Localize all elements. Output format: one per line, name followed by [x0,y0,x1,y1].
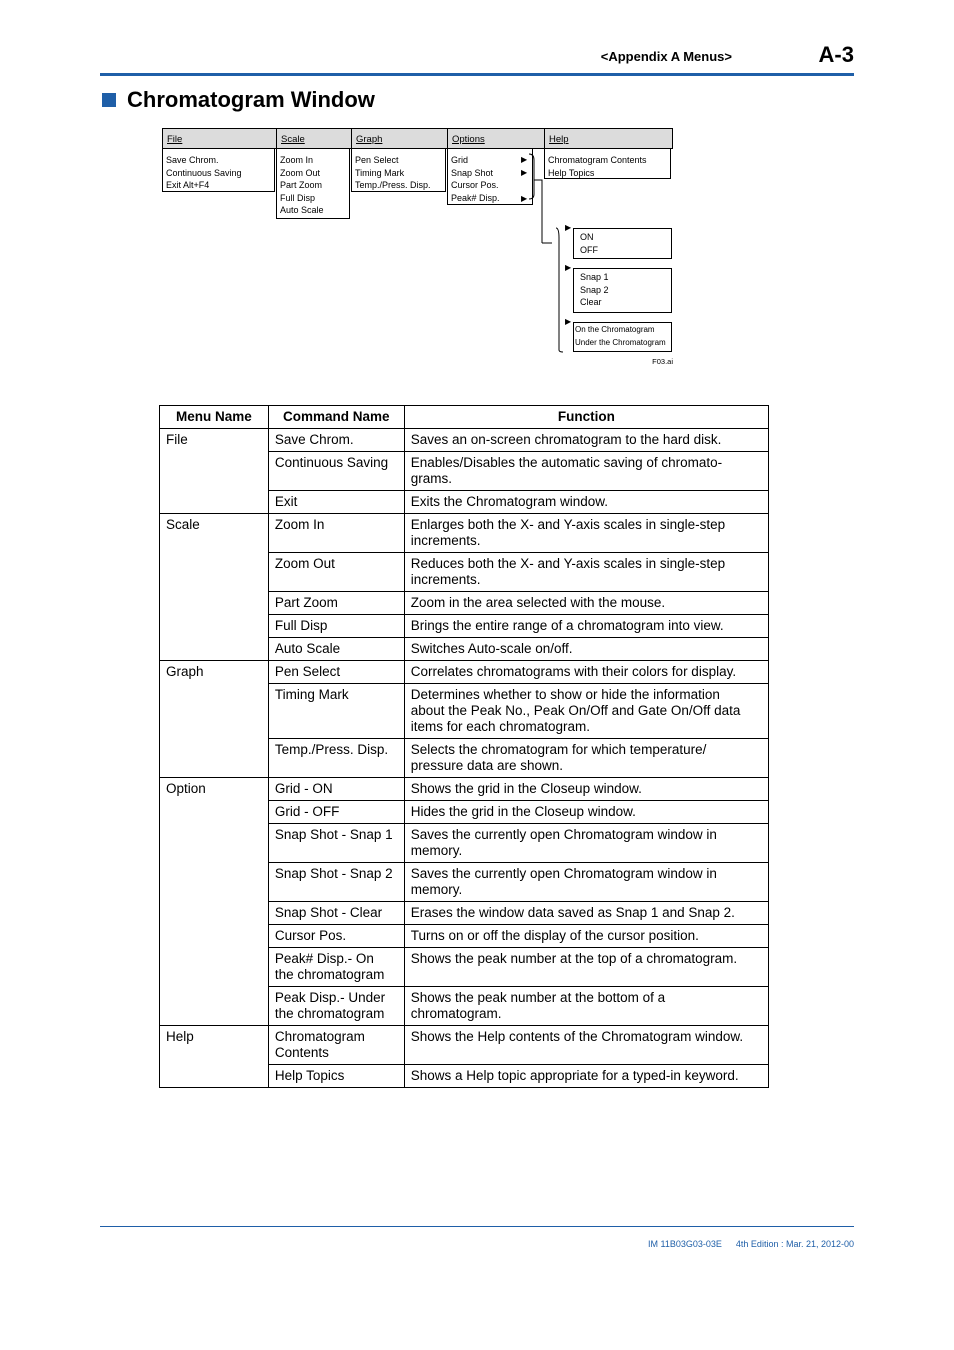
menu-item: Part Zoom [280,180,323,190]
table-row [160,824,769,863]
menu-item: Snap Shot [451,167,494,178]
table-row [160,778,769,801]
menu-name-cell [160,553,269,592]
menu-name-cell: Scale [160,514,269,553]
snapshot-submenu [573,268,672,313]
figure-id: F03.ai [652,357,673,366]
menu-header-options: Options [447,128,545,149]
menu-item: Save Chrom. [166,155,219,165]
command-name-cell: Timing Mark [268,684,404,739]
table-row [160,491,769,514]
footer-rule [100,1226,854,1227]
submenu-arrow-icon: ▶ [521,168,528,177]
menu-name-cell [160,987,269,1026]
menu-item: Full Disp [280,192,316,203]
menu-name-cell [160,948,269,987]
menu-name-cell [160,801,269,824]
menu-item: Cursor Pos. [451,180,499,190]
function-cell: Reduces both the X- and Y-axis scales in single-step increments. [404,553,768,592]
table-row [160,948,769,987]
graph-menu-items [351,148,446,192]
function-cell: Saves the currently open Chromatogram window in memory. [404,824,768,863]
menu-name-cell: File [160,429,269,452]
menu-name-cell: Option [160,778,269,801]
table-row [160,661,769,684]
function-cell: Shows the peak number at the top of a chromatogram. [404,948,768,987]
menu-name-cell [160,739,269,778]
command-name-cell: Chromatogram Contents [268,1026,404,1065]
menu-name-cell [160,863,269,902]
edition: 4th Edition : Mar. 21, 2012-00 [735,1239,854,1249]
table-row [160,553,769,592]
column-header: Command Name [268,406,404,429]
command-name-cell: Help Topics [268,1065,404,1088]
table-row [160,638,769,661]
menu-header-graph: Graph [351,128,448,149]
command-name-cell: Continuous Saving [268,452,404,491]
command-name-cell: Grid - OFF [268,801,404,824]
menu-item: Pen Select [355,155,399,165]
table-row [160,592,769,615]
grid-submenu [573,228,672,259]
menu-item: OFF [580,244,598,255]
menu-item: Snap 1 [580,272,609,282]
function-cell: Shows the Help contents of the Chromatogram window. [404,1026,768,1065]
page-number: A-3 [818,42,854,67]
column-header: Menu Name [160,406,269,429]
menu-item: Exit Alt+F4 [166,180,210,190]
table-row [160,452,769,491]
function-cell: Turns on or off the display of the cursor position. [404,925,768,948]
peak-disp-submenu [573,322,672,352]
command-name-cell: Temp./Press. Disp. [268,739,404,778]
menu-item: Zoom Out [280,167,321,178]
command-name-cell: Snap Shot - Snap 2 [268,863,404,902]
command-table [159,405,769,1088]
column-header: Function [404,406,768,429]
section-title: Chromatogram Window [127,87,375,112]
running-header: <Appendix A Menus> [600,49,732,64]
submenu-arrow-icon: ▶ [565,263,572,272]
submenu-arrow-icon: ▶ [521,155,528,164]
function-cell: Brings the entire range of a chromatogram into view. [404,615,768,638]
menu-item: Zoom In [280,155,314,165]
doc-id: IM 11B03G03-03E [648,1239,722,1249]
function-cell: Hides the grid in the Closeup window. [404,801,768,824]
command-name-cell: Zoom In [268,514,404,553]
function-cell: Correlates chromatograms with their colors for display. [404,661,768,684]
command-name-cell: Peak# Disp.- On the chromatogram [268,948,404,987]
menu-header-file: File [162,128,277,149]
function-cell: Enables/Disables the automatic saving of chromato- grams. [404,452,768,491]
menu-item: On the Chromatogram [575,325,655,334]
menu-item: ON [580,232,594,242]
command-name-cell: Peak Disp.- Under the chromatogram [268,987,404,1026]
menu-name-cell: Graph [160,661,269,684]
submenu-arrow-icon: ▶ [565,223,572,232]
command-name-cell: Snap Shot - Snap 1 [268,824,404,863]
table-row [160,801,769,824]
function-cell: Exits the Chromatogram window. [404,491,768,514]
menu-name-cell [160,824,269,863]
table-row [160,1065,769,1088]
header-rule [100,73,854,76]
command-name-cell: Exit [268,491,404,514]
submenu-arrow-icon: ▶ [521,194,528,203]
menu-item: Continuous Saving [166,167,242,178]
command-name-cell: Zoom Out [268,553,404,592]
table-row [160,1026,769,1065]
table-row [160,615,769,638]
menu-name-cell [160,902,269,925]
function-cell: Determines whether to show or hide the information about the Peak No., Peak On/Off and Gate On/Off data items for each chromatogram. [404,684,768,739]
menu-name-cell [160,925,269,948]
function-cell: Selects the chromatogram for which temperature/ pressure data are shown. [404,739,768,778]
table-row [160,684,769,739]
menu-item: Auto Scale [280,205,324,215]
menu-item: Help Topics [548,167,595,178]
function-cell: Zoom in the area selected with the mouse. [404,592,768,615]
command-name-cell: Full Disp [268,615,404,638]
menu-name-cell [160,592,269,615]
table-row [160,902,769,925]
menu-item: Clear [580,297,602,307]
menu-item: Peak# Disp. [451,192,500,203]
menu-name-cell [160,615,269,638]
menu-item: Temp./Press. Disp. [355,180,431,190]
menu-name-cell [160,1065,269,1088]
command-name-cell: Part Zoom [268,592,404,615]
table-row [160,987,769,1026]
menu-name-cell [160,684,269,739]
submenu-arrow-icon: ▶ [565,317,572,326]
table-row [160,429,769,452]
section-square-icon [102,93,116,107]
table-row [160,863,769,902]
function-cell: Saves the currently open Chromatogram window in memory. [404,863,768,902]
command-name-cell: Snap Shot - Clear [268,902,404,925]
menu-name-cell [160,638,269,661]
function-cell: Enlarges both the X- and Y-axis scales in single-step increments. [404,514,768,553]
function-cell: Shows the peak number at the bottom of a chromatogram. [404,987,768,1026]
command-name-cell: Save Chrom. [268,429,404,452]
function-cell: Switches Auto-scale on/off. [404,638,768,661]
function-cell: Saves an on-screen chromatogram to the hard disk. [404,429,768,452]
function-cell: Erases the window data saved as Snap 1 and Snap 2. [404,902,768,925]
command-name-cell: Grid - ON [268,778,404,801]
table-row [160,739,769,778]
table-row [160,925,769,948]
file-menu-items [162,148,275,192]
footer [560,1239,854,1249]
menu-header-scale: Scale [276,128,352,149]
menu-name-cell [160,491,269,514]
command-name-cell: Cursor Pos. [268,925,404,948]
menu-item: Timing Mark [355,167,405,178]
menu-item: Snap 2 [580,284,609,295]
function-cell: Shows a Help topic appropriate for a typed-in keyword. [404,1065,768,1088]
command-name-cell: Auto Scale [268,638,404,661]
menu-header-help: Help [544,128,673,149]
function-cell: Shows the grid in the Closeup window. [404,778,768,801]
table-row [160,514,769,553]
menu-item: Grid [451,155,469,165]
menu-name-cell [160,452,269,491]
command-name-cell: Pen Select [268,661,404,684]
menu-item: Chromatogram Contents [548,155,647,165]
menu-name-cell: Help [160,1026,269,1065]
menu-item: Under the Chromatogram [575,337,666,347]
scale-menu-items [276,148,350,219]
